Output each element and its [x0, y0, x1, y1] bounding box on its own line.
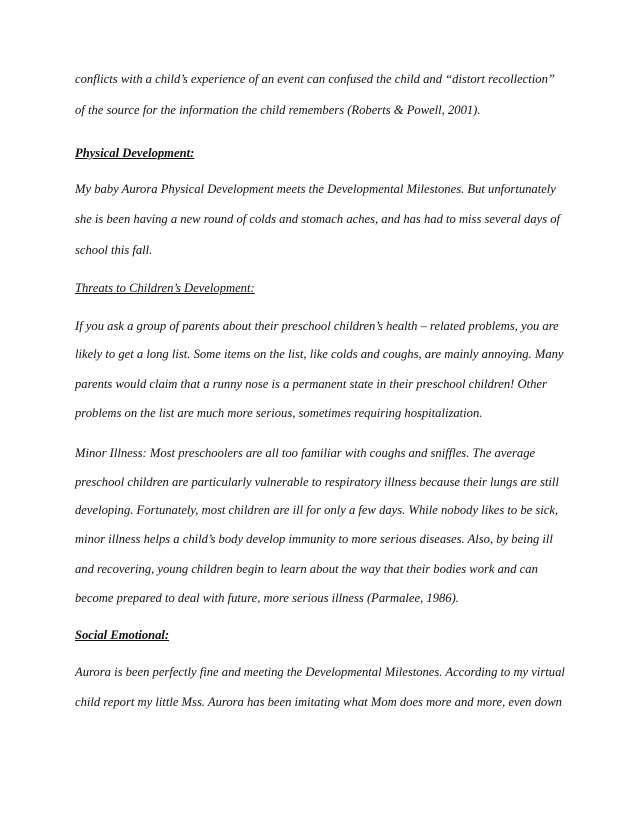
paragraph-line: parents would claim that a runny nose is a permanent state in their preschool children! Other [75, 377, 547, 391]
heading-social-emotional: Social Emotional: [75, 628, 170, 642]
paragraph-line: Aurora is been perfectly fine and meeting the Developmental Milestones. According to my virtual [75, 665, 565, 679]
paragraph-line: If you ask a group of parents about their preschool children’s health – related problems, you are [75, 319, 559, 333]
paragraph-line: child report my little Mss. Aurora has been imitating what Mom does more and more, even down [75, 695, 562, 709]
heading-threats-development: Threats to Children’s Development: [75, 281, 255, 295]
paragraph-line: My baby Aurora Physical Development meets the Developmental Milestones. But unfortunately [75, 182, 556, 196]
paragraph-line: of the source for the information the child remembers (Roberts & Powell, 2001). [75, 103, 481, 117]
paragraph-line: and recovering, young children begin to learn about the way that their bodies work and can [75, 562, 538, 576]
paragraph-line: likely to get a long list. Some items on the list, like colds and coughs, are mainly annoying. Many [75, 347, 564, 361]
heading-physical-development: Physical Development: [75, 146, 195, 160]
paragraph-line: minor illness helps a child’s body develop immunity to more serious diseases. Also, by being ill [75, 532, 553, 546]
paragraph-line: conflicts with a child’s experience of an event can confused the child and “distort recollection” [75, 72, 555, 86]
paragraph-line: preschool children are particularly vulnerable to respiratory illness because their lungs are still [75, 475, 559, 489]
paragraph-line: she is been having a new round of colds and stomach aches, and has had to miss several days of [75, 212, 561, 226]
paragraph-line: problems on the list are much more serious, sometimes requiring hospitalization. [75, 406, 483, 420]
paragraph-line: school this fall. [75, 243, 153, 257]
paragraph-line: become prepared to deal with future, more serious illness (Parmalee, 1986). [75, 591, 459, 605]
paragraph-line: Minor Illness: Most preschoolers are all too familiar with coughs and sniffles. The average [75, 446, 536, 460]
paragraph-line: developing. Fortunately, most children are ill for only a few days. While nobody likes to be sick, [75, 503, 559, 517]
